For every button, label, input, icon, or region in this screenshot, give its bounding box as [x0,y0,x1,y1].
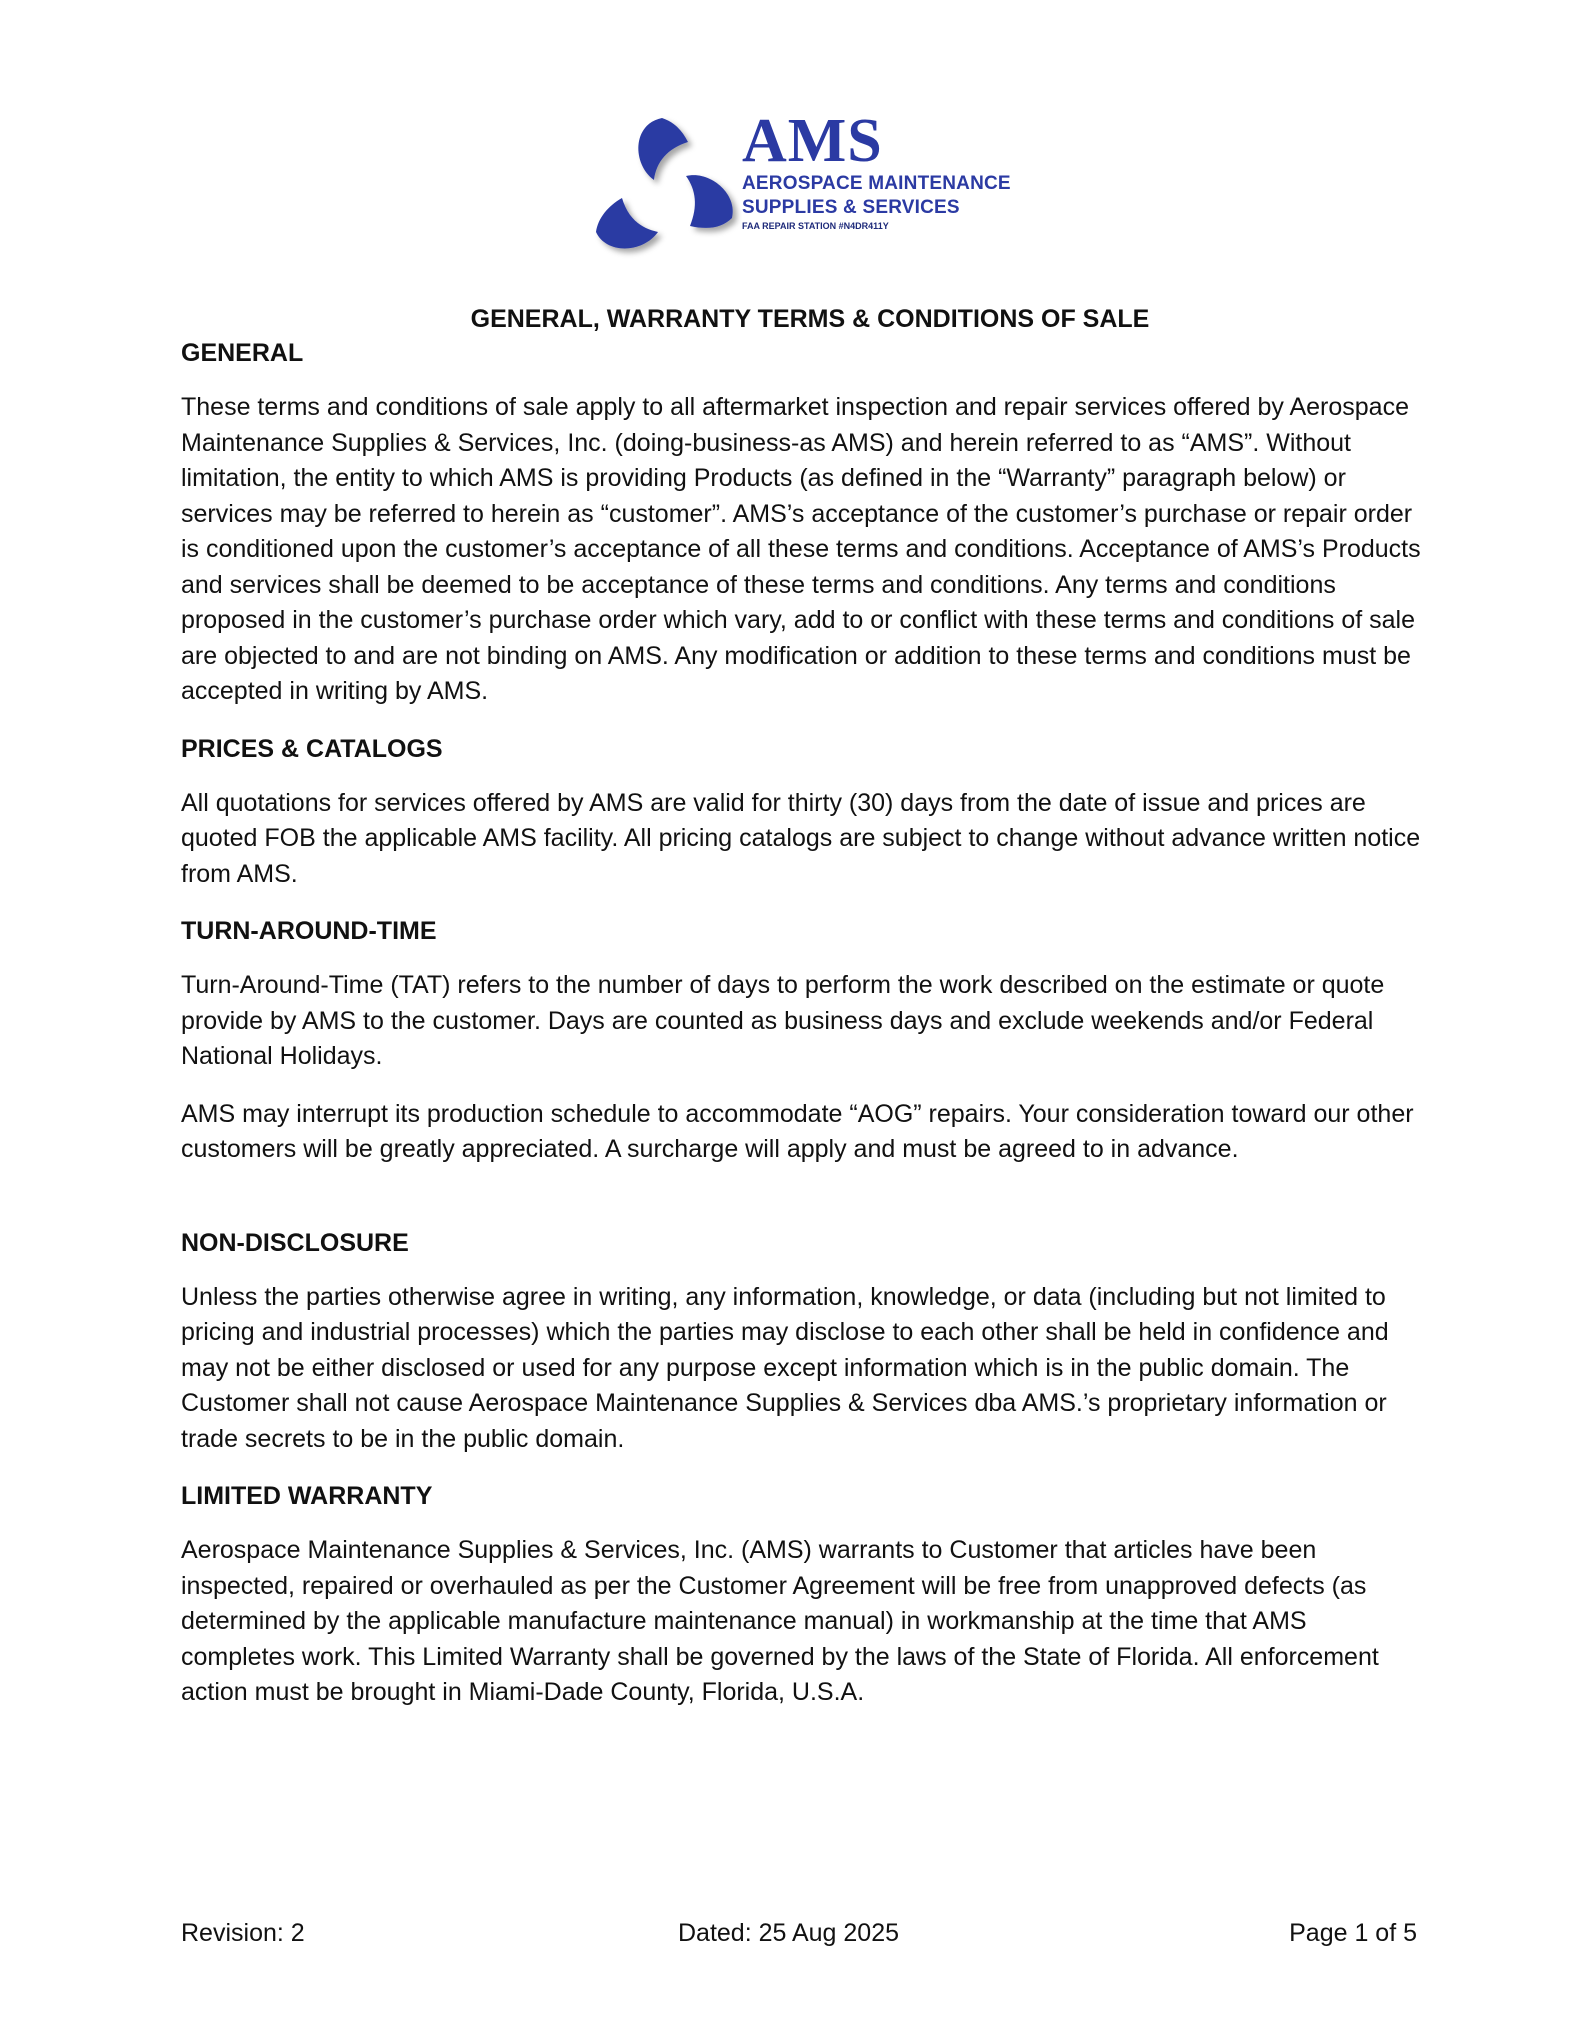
document-body [181,302,1421,1711]
footer-dated: Dated: 25 Aug 2025 [678,1919,900,1947]
page-footer [181,1916,1417,1950]
section-heading-nondisclosure: NON-DISCLOSURE [181,1228,409,1257]
section-text-warranty: Aerospace Maintenance Supplies & Services, Inc. (AMS) warrants to Customer that articles have been inspected, repaired or overhauled as per the Customer Agreement will be free from unapproved defects (as determined by the applicable manufacture maintenance manual) in workmanship at the time that AMS completes work. This Limited Warranty shall be governed by the laws of the State of Florida. All enforcement action must be brought in Miami-Dade County, Florida, U.S.A. [181,1536,1379,1706]
section-text-prices: All quotations for services offered by AMS are valid for thirty (30) days from the date of issue and prices are quoted FOB the applicable AMS facility. All pricing catalogs are subject to change without advance written notice from AMS. [181,788,1421,888]
footer-revision: Revision: 2 [181,1919,305,1947]
section-heading-warranty: LIMITED WARRANTY [181,1482,433,1510]
section-text-tat-aog: AMS may interrupt its production schedule to accommodate “AOG” repairs. Your consideration toward our other customers will be greatly appreciated. A surcharge will apply and must be agreed to in advance. [181,1099,1414,1163]
document-title: GENERAL, WARRANTY TERMS & CONDITIONS OF SALE [470,305,1150,333]
logo-line-1: AEROSPACE MAINTENANCE [742,173,1011,194]
section-heading-general: GENERAL [181,339,304,367]
footer-page-number: Page 1 of 5 [1289,1919,1417,1947]
company-logo [592,107,1012,270]
logo-text [742,107,1012,232]
logo-name: AMS [742,107,883,175]
section-heading-prices: PRICES & CATALOGS [181,734,443,763]
ams-tri-swirl-icon [592,114,742,264]
section-heading-tat: TURN-AROUND-TIME [181,917,437,945]
section-text-tat: Turn-Around-Time (TAT) refers to the number of days to perform the work described on the estimate or quote provide by AMS to the customer. Days are counted as business days and exclude weekends and/or Federal National Holidays. [181,971,1385,1070]
section-text-general: These terms and conditions of sale apply to all aftermarket inspection and repair services offered by Aerospace Maintenance Supplies & Services, Inc. (doing-business-as AMS) and herein referred to as “AMS”. Without limitation, the entity to which AMS is providing Products (as defined in the “Warranty” paragraph below) or services may be referred to herein as “customer”. AMS’s acceptance of the customer’s purchase or repair order is conditioned upon the customer’s acceptance of all these terms and conditions. Acceptance of AMS’s Products and services shall be deemed to be acceptance of these terms and conditions. Any terms and conditions proposed in the customer’s purchase order which vary, add to or conflict with these terms and conditions of sale are objected to and are not binding on AMS. Any modification or addition to these terms and conditions must be accepted in writing by AMS. [181,393,1421,705]
section-text-nondisclosure: Unless the parties otherwise agree in writing, any information, knowledge, or data (including but not limited to pricing and industrial processes) which the parties may disclose to each other shall be held in confidence and may not be either disclosed or used for any purpose except information which is in the public domain. The Customer shall not cause Aerospace Maintenance Supplies & Services dba AMS.’s proprietary information or trade secrets to be in the public domain. [181,1282,1389,1453]
logo-repair-station: FAA REPAIR STATION #N4DR411Y [742,221,889,231]
logo-line-2: SUPPLIES & SERVICES [742,197,960,218]
